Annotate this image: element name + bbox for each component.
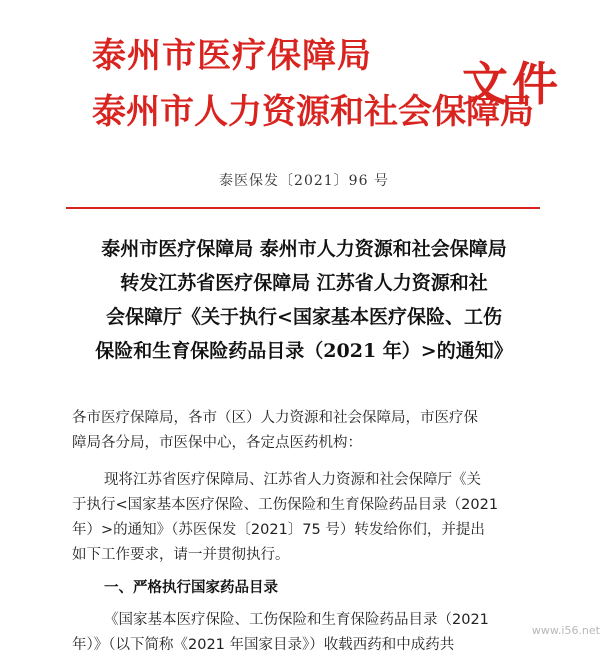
paragraph-1-line-4: 如下工作要求，请一并贯彻执行。 xyxy=(72,547,290,563)
title-line-2: 转发江苏省医疗保障局 江苏省人力资源和社 xyxy=(120,272,488,294)
title-line-4: 保险和生育保险药品目录（2021 年）>的通知》 xyxy=(95,340,513,362)
paragraph-1-line-2: 于执行<国家基本医疗保险、工伤保险和生育保险药品目录（2021 xyxy=(72,497,499,513)
addressee-line-2: 障局各分局，市医保中心，各定点医药机构： xyxy=(72,435,362,451)
paragraph-1-line-3: 年）>的通知》（苏医保发〔2021〕75 号）转发给你们，并提出 xyxy=(72,522,485,538)
section-1-heading: 一、严格执行国家药品目录 xyxy=(104,580,278,596)
site-watermark: www.i56.net xyxy=(531,624,600,637)
paragraph-1-line-1: 现将江苏省医疗保障局、江苏省人力资源和社会保障厅《关 xyxy=(104,472,481,488)
document-number: 泰医保发〔2021〕96 号 xyxy=(219,173,389,189)
header-org-medical-security: 泰州市医疗保障局 xyxy=(92,36,372,76)
red-divider-line xyxy=(66,207,540,209)
paragraph-2-line-1: 《国家基本医疗保险、工伤保险和生育保险药品目录（2021 xyxy=(104,612,489,628)
addressee-line-1: 各市医疗保障局，各市（区）人力资源和社会保障局，市医疗保 xyxy=(72,410,478,426)
paragraph-2-line-2: 年）》（以下简称《2021 年国家目录》）收载西药和中成药共 xyxy=(72,637,455,653)
title-line-1: 泰州市医疗保障局 泰州市人力资源和社会保障局 xyxy=(101,238,507,260)
header-org-human-resources: 泰州市人力资源和社会保障局 xyxy=(92,92,534,132)
header-document-type: 文件 xyxy=(462,57,562,111)
title-line-3: 会保障厅《关于执行<国家基本医疗保险、工伤 xyxy=(106,306,502,328)
